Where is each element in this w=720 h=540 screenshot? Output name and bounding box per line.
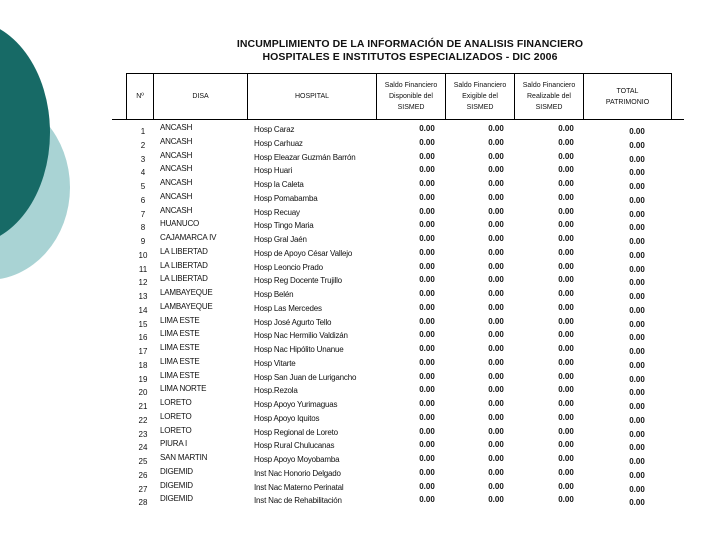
row-saldo-exigible: 0.00 [488,289,504,298]
row-saldo-exigible: 0.00 [488,192,504,202]
row-saldo-disponible: 0.00 [419,234,435,243]
header-no: Nº [127,74,154,120]
row-saldo-exigible: 0.00 [488,220,504,230]
row-saldo-realizable: 0.00 [558,206,574,216]
row-number: 8 [140,223,146,233]
row-saldo-realizable: 0.00 [558,467,574,477]
header-line: Realizable del [527,93,571,100]
row-saldo-realizable: 0.00 [558,289,574,298]
row-hospital: Hosp la Caleta [254,180,304,189]
header-saldo-exigible [446,74,515,120]
row-disa: LA LIBERTAD [160,260,208,270]
row-saldo-disponible: 0.00 [419,316,435,326]
header-line: TOTAL [616,87,639,95]
row-saldo-realizable: 0.00 [558,137,574,147]
table-row [126,357,672,371]
row-number: 14 [138,305,148,315]
row-saldo-disponible: 0.00 [419,357,435,367]
table-row [126,453,672,467]
row-disa: ANCASH [160,136,193,146]
header-line: Saldo Financiero [384,82,438,89]
row-saldo-realizable: 0.00 [558,426,574,436]
table-row [126,178,672,192]
row-disa: ANCASH [160,178,193,187]
row-disa: LORETO [160,425,192,435]
row-saldo-realizable: 0.00 [558,247,574,257]
row-saldo-realizable: 0.00 [558,302,574,312]
row-number: 12 [138,278,148,288]
row-total-patrimonio: 0.00 [629,388,645,398]
row-saldo-realizable: 0.00 [558,399,574,408]
row-saldo-realizable: 0.00 [558,316,574,326]
header-line: Saldo Financiero [522,82,576,89]
row-total-patrimonio: 0.00 [629,264,645,274]
row-saldo-disponible: 0.00 [419,137,435,147]
row-disa: LORETO [160,398,192,407]
row-hospital: Hosp José Agurto Tello [254,317,332,327]
row-disa: LIMA NORTE [160,384,207,394]
row-saldo-exigible: 0.00 [488,454,504,463]
row-hospital: Inst Nac Materno Perinatal [254,482,344,492]
row-disa: CAJAMARCA IV [160,233,217,242]
row-hospital: Hosp Caraz [254,125,295,134]
row-hospital: Hosp Nac Hipólito Unanue [254,345,344,354]
row-total-patrimonio: 0.00 [629,127,645,136]
row-saldo-disponible: 0.00 [419,330,435,340]
table-row [126,494,672,508]
row-number: 16 [138,333,148,343]
row-disa: LIMA ESTE [160,343,200,352]
row-disa: ANCASH [160,191,193,201]
row-disa: LIMA ESTE [160,315,200,325]
row-number: 21 [138,402,148,411]
row-disa: LORETO [160,411,192,421]
header-rule [112,119,684,120]
row-total-patrimonio: 0.00 [629,305,645,315]
row-number: 10 [138,250,148,260]
row-number: 26 [138,470,148,480]
row-saldo-disponible: 0.00 [419,206,435,216]
row-total-patrimonio: 0.00 [629,319,645,329]
row-disa: SAN MARTIN [160,453,208,462]
table-row [126,329,672,343]
report-title: INCUMPLIMIENTO DE LA INFORMACIÓN DE ANALISIS FINANCIERO [236,38,584,50]
row-total-patrimonio: 0.00 [629,374,645,384]
row-saldo-realizable: 0.00 [558,165,574,175]
row-total-patrimonio: 0.00 [629,498,645,508]
row-hospital: Hosp San Juan de Lurigancho [254,372,357,382]
row-saldo-realizable: 0.00 [558,454,574,463]
row-saldo-exigible: 0.00 [488,234,504,243]
row-total-patrimonio: 0.00 [629,140,645,150]
row-saldo-disponible: 0.00 [419,481,435,491]
table-row [126,123,672,137]
row-hospital: Hosp Carhuaz [254,138,303,148]
table-row [126,233,672,247]
row-number: 13 [138,292,148,301]
row-disa: ANCASH [160,164,193,174]
row-total-patrimonio: 0.00 [629,195,645,205]
row-disa: HUANUCO [160,219,200,229]
row-saldo-exigible: 0.00 [488,440,504,450]
row-number: 27 [138,484,148,494]
row-hospital: Hosp Las Mercedes [254,303,322,313]
row-saldo-disponible: 0.00 [419,165,435,175]
row-number: 19 [138,374,148,384]
row-number: 22 [138,415,148,425]
row-disa: LA LIBERTAD [160,246,208,256]
row-number: 17 [138,347,148,356]
table-row [126,384,672,398]
row-hospital: Hosp Rural Chulucanas [254,441,335,451]
row-saldo-exigible: 0.00 [488,316,504,326]
row-number: 7 [140,209,146,219]
row-saldo-exigible: 0.00 [488,165,504,175]
header-saldo-disponible [377,74,446,120]
row-saldo-disponible: 0.00 [419,495,435,505]
row-saldo-realizable: 0.00 [558,481,574,491]
row-saldo-realizable: 0.00 [558,412,574,422]
row-saldo-realizable: 0.00 [558,440,574,450]
row-saldo-exigible: 0.00 [488,357,504,367]
row-saldo-disponible: 0.00 [419,247,435,257]
row-number: 2 [140,140,146,150]
row-hospital: Hosp Vitarte [254,358,296,368]
table-row [126,316,672,330]
row-total-patrimonio: 0.00 [629,182,645,191]
row-saldo-exigible: 0.00 [488,412,504,422]
row-hospital: Hosp Eleazar Guzmán Barrón [254,152,356,162]
row-disa: LIMA ESTE [160,356,200,366]
row-total-patrimonio: 0.00 [629,292,645,301]
row-hospital: Hosp Pomabamba [254,193,318,203]
row-disa: LAMBAYEQUE [160,288,213,297]
table-row [126,137,672,151]
row-total-patrimonio: 0.00 [629,457,645,466]
row-saldo-disponible: 0.00 [419,371,435,381]
row-disa: LA LIBERTAD [160,274,208,284]
row-total-patrimonio: 0.00 [629,333,645,343]
header-line: Exigible del [462,93,498,100]
row-number: 9 [140,237,146,246]
row-saldo-realizable: 0.00 [558,344,574,353]
table-row [126,467,672,481]
row-saldo-exigible: 0.00 [488,399,504,408]
row-saldo-exigible: 0.00 [488,302,504,312]
row-saldo-realizable: 0.00 [558,151,574,161]
row-saldo-realizable: 0.00 [558,385,574,395]
row-total-patrimonio: 0.00 [629,154,645,164]
header-line: Disponible del [389,93,433,100]
row-disa: ANCASH [160,150,193,160]
row-saldo-exigible: 0.00 [488,124,504,133]
row-total-patrimonio: 0.00 [629,415,645,425]
row-saldo-realizable: 0.00 [558,234,574,243]
row-hospital: Hosp Regional de Loreto [254,427,338,437]
row-number: 23 [138,429,148,439]
row-total-patrimonio: 0.00 [629,250,645,260]
row-saldo-exigible: 0.00 [488,261,504,271]
row-total-patrimonio: 0.00 [629,360,645,370]
row-saldo-exigible: 0.00 [488,179,504,188]
row-saldo-disponible: 0.00 [419,124,435,133]
header-line: SISMED [466,104,494,111]
header-line: Saldo Financiero [453,82,507,89]
row-disa: DIGEMID [160,466,193,476]
row-saldo-realizable: 0.00 [558,330,574,340]
row-number: 15 [138,319,148,329]
row-saldo-exigible: 0.00 [488,330,504,340]
row-saldo-disponible: 0.00 [419,151,435,161]
row-saldo-exigible: 0.00 [488,137,504,147]
row-total-patrimonio: 0.00 [629,484,645,494]
row-saldo-exigible: 0.00 [488,344,504,353]
table-row [126,481,672,495]
row-total-patrimonio: 0.00 [629,443,645,453]
header-disa: DISA [154,74,248,120]
row-hospital: Hosp.Rezola [254,386,298,396]
row-hospital: Hosp Recuay [254,207,300,217]
row-disa: DIGEMID [160,480,193,490]
row-total-patrimonio: 0.00 [629,429,645,439]
row-saldo-realizable: 0.00 [558,192,574,202]
row-number: 4 [140,168,146,178]
row-number: 24 [138,443,148,453]
table-row [126,151,672,165]
row-saldo-realizable: 0.00 [558,220,574,230]
row-number: 11 [138,264,148,274]
row-number: 20 [138,388,148,398]
row-saldo-realizable: 0.00 [558,275,574,285]
row-total-patrimonio: 0.00 [629,278,645,288]
row-number: 25 [138,457,148,466]
header-line: SISMED [535,104,563,111]
table-row [126,371,672,385]
row-number: 3 [140,154,146,164]
row-saldo-realizable: 0.00 [558,124,574,133]
row-saldo-realizable: 0.00 [558,371,574,381]
table-row [126,302,672,316]
row-saldo-disponible: 0.00 [419,192,435,202]
row-total-patrimonio: 0.00 [629,470,645,480]
row-disa: LAMBAYEQUE [160,301,213,311]
row-hospital: Hosp Nac Hermilio Valdizán [254,331,348,341]
row-hospital: Inst Nac Honorio Delgado [254,468,341,478]
row-total-patrimonio: 0.00 [629,168,645,178]
row-saldo-disponible: 0.00 [419,454,435,463]
row-total-patrimonio: 0.00 [629,209,645,219]
row-saldo-disponible: 0.00 [419,261,435,271]
row-hospital: Hosp Apoyo Iquitos [254,413,320,423]
row-saldo-disponible: 0.00 [419,275,435,285]
row-hospital: Hosp Gral Jaén [254,235,307,244]
row-total-patrimonio: 0.00 [629,223,645,233]
row-saldo-exigible: 0.00 [488,385,504,395]
row-saldo-exigible: 0.00 [488,206,504,216]
table-row [126,247,672,261]
row-disa: LIMA ESTE [160,370,200,380]
row-hospital: Hosp Reg Docente Trujillo [254,276,342,286]
row-saldo-disponible: 0.00 [419,344,435,353]
row-hospital: Hosp Leoncio Prado [254,262,323,272]
row-saldo-disponible: 0.00 [419,412,435,422]
row-number: 5 [140,182,146,191]
row-saldo-exigible: 0.00 [488,426,504,436]
row-total-patrimonio: 0.00 [629,237,645,246]
header-saldo-realizable [515,74,584,120]
table-row [126,412,672,426]
row-hospital: Hosp de Apoyo César Vallejo [254,248,353,258]
row-hospital: Hosp Huari [254,166,293,176]
header-total-patrimonio [584,74,672,120]
row-disa: DIGEMID [160,494,193,504]
row-saldo-disponible: 0.00 [419,385,435,395]
row-saldo-realizable: 0.00 [558,495,574,505]
row-saldo-disponible: 0.00 [419,220,435,230]
row-number: 1 [140,127,146,136]
row-disa: LIMA ESTE [160,329,200,339]
table-row [126,439,672,453]
row-saldo-disponible: 0.00 [419,426,435,436]
row-hospital: Hosp Tingo Maria [254,221,314,231]
row-saldo-exigible: 0.00 [488,275,504,285]
row-total-patrimonio: 0.00 [629,402,645,411]
row-saldo-disponible: 0.00 [419,440,435,450]
row-saldo-exigible: 0.00 [488,371,504,381]
row-saldo-disponible: 0.00 [419,399,435,408]
row-hospital: Hosp Apoyo Moyobamba [254,455,340,464]
row-saldo-realizable: 0.00 [558,261,574,271]
table-row [126,343,672,357]
row-number: 28 [138,498,148,508]
table-row [126,164,672,178]
row-saldo-exigible: 0.00 [488,481,504,491]
table-row [126,206,672,220]
row-saldo-disponible: 0.00 [419,289,435,298]
row-saldo-disponible: 0.00 [419,179,435,188]
row-hospital: Hosp Belén [254,290,294,299]
row-saldo-disponible: 0.00 [419,302,435,312]
row-number: 18 [138,360,148,370]
table-row [126,398,672,412]
row-total-patrimonio: 0.00 [629,347,645,356]
row-saldo-disponible: 0.00 [419,467,435,477]
row-saldo-exigible: 0.00 [488,495,504,505]
header-hospital: HOSPITAL [248,74,377,120]
header-line: PATRIMONIO [605,98,650,106]
row-saldo-exigible: 0.00 [488,467,504,477]
table-header [126,73,672,120]
header-line: SISMED [397,104,425,111]
row-saldo-realizable: 0.00 [558,179,574,188]
report-subtitle: HOSPITALES E INSTITUTOS ESPECIALIZADOS - DIC 2006 [262,51,558,63]
row-hospital: Inst Nac de Rehabilitación [254,496,342,506]
row-disa: PIURA I [160,439,188,449]
table-row [126,426,672,440]
row-saldo-exigible: 0.00 [488,151,504,161]
row-saldo-realizable: 0.00 [558,357,574,367]
table-row [126,192,672,206]
row-number: 6 [140,195,146,205]
row-disa: ANCASH [160,123,193,132]
row-disa: ANCASH [160,205,193,215]
row-saldo-exigible: 0.00 [488,247,504,257]
table-row [126,261,672,275]
table-body [126,123,672,508]
row-hospital: Hosp Apoyo Yurimaguas [254,400,338,409]
